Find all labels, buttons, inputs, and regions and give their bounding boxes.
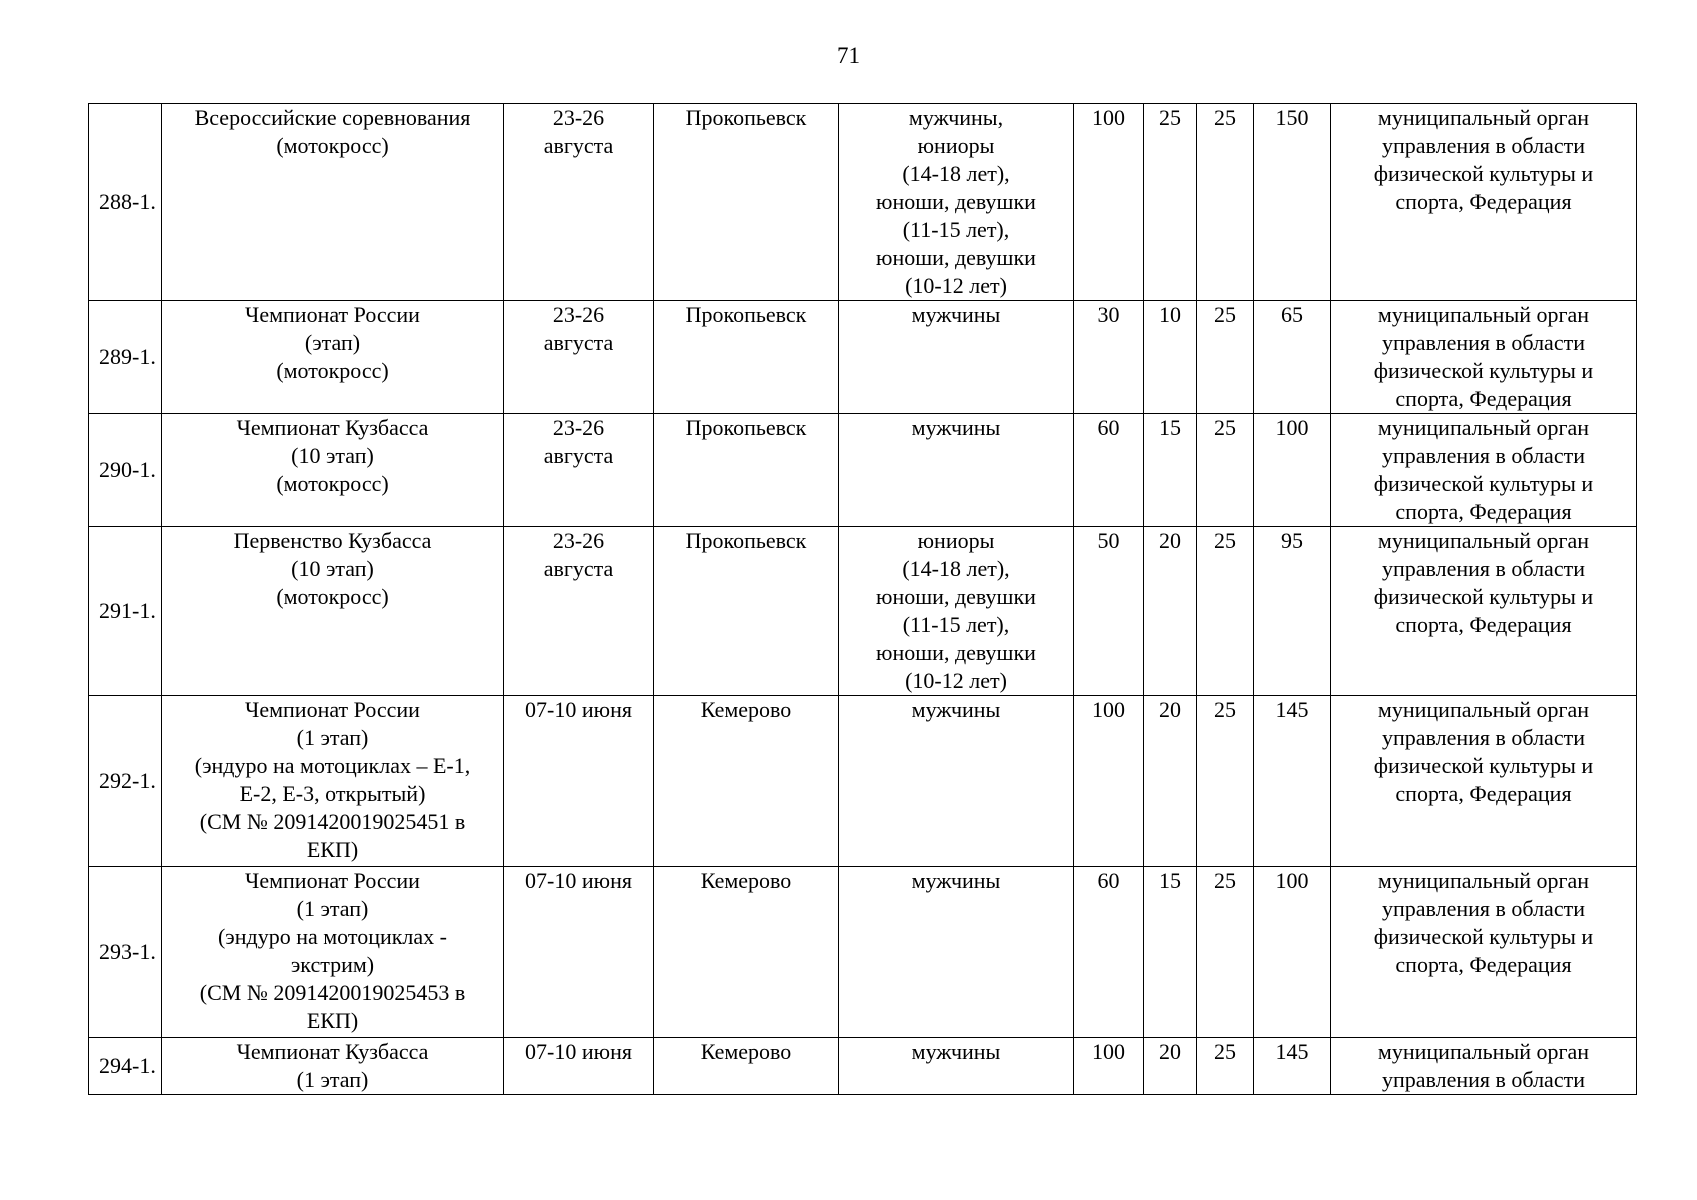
count-cell-3: 25	[1197, 527, 1254, 696]
table-row	[89, 414, 1637, 527]
count-cell-2: 15	[1144, 414, 1197, 527]
dates-cell: 07-10 июня	[504, 696, 654, 867]
total-cell: 150	[1254, 104, 1331, 301]
row-number-cell: 292-1.	[89, 696, 162, 867]
participants-cell: мужчины	[839, 414, 1074, 527]
table-row	[89, 104, 1637, 301]
event-name-cell: Чемпионат России (этап) (мотокросс)	[162, 301, 504, 414]
total-cell: 100	[1254, 414, 1331, 527]
event-name-cell: Чемпионат Кузбасса (10 этап) (мотокросс)	[162, 414, 504, 527]
participants-cell: мужчины	[839, 696, 1074, 867]
table-row	[89, 301, 1637, 414]
table-row	[89, 867, 1637, 1038]
table-row	[89, 1038, 1637, 1095]
participants-cell: юниоры (14-18 лет), юноши, девушки (11-15 лет), юноши, девушки (10-12 лет)	[839, 527, 1074, 696]
city-cell: Прокопьевск	[654, 104, 839, 301]
city-cell: Кемерово	[654, 1038, 839, 1095]
event-name-cell: Первенство Кузбасса (10 этап) (мотокросс)	[162, 527, 504, 696]
dates-cell: 23-26 августа	[504, 104, 654, 301]
count-cell-2: 10	[1144, 301, 1197, 414]
city-cell: Кемерово	[654, 696, 839, 867]
event-name-cell: Чемпионат России (1 этап) (эндуро на мотоциклах - экстрим) (СМ № 2091420019025453 в ЕКП)	[162, 867, 504, 1038]
count-cell-3: 25	[1197, 867, 1254, 1038]
event-name-cell: Всероссийские соревнования (мотокросс)	[162, 104, 504, 301]
city-cell: Прокопьевск	[654, 414, 839, 527]
count-cell-3: 25	[1197, 1038, 1254, 1095]
dates-cell: 23-26 августа	[504, 414, 654, 527]
total-cell: 65	[1254, 301, 1331, 414]
count-cell-3: 25	[1197, 301, 1254, 414]
count-cell-1: 50	[1074, 527, 1144, 696]
total-cell: 100	[1254, 867, 1331, 1038]
organizer-cell: муниципальный орган управления в области физической культуры и спорта, Федерация	[1331, 696, 1637, 867]
participants-cell: мужчины	[839, 301, 1074, 414]
participants-cell: мужчины, юниоры (14-18 лет), юноши, девушки (11-15 лет), юноши, девушки (10-12 лет)	[839, 104, 1074, 301]
events-table-body	[89, 104, 1637, 1095]
total-cell: 145	[1254, 1038, 1331, 1095]
organizer-cell: муниципальный орган управления в области физической культуры и спорта, Федерация	[1331, 527, 1637, 696]
city-cell: Прокопьевск	[654, 301, 839, 414]
organizer-cell: муниципальный орган управления в области физической культуры и спорта, Федерация	[1331, 301, 1637, 414]
total-cell: 95	[1254, 527, 1331, 696]
organizer-cell: муниципальный орган управления в области физической культуры и спорта, Федерация	[1331, 414, 1637, 527]
organizer-cell: муниципальный орган управления в области физической культуры и спорта, Федерация	[1331, 867, 1637, 1038]
total-cell: 145	[1254, 696, 1331, 867]
count-cell-2: 20	[1144, 1038, 1197, 1095]
count-cell-2: 25	[1144, 104, 1197, 301]
dates-cell: 07-10 июня	[504, 867, 654, 1038]
dates-cell: 23-26 августа	[504, 527, 654, 696]
count-cell-3: 25	[1197, 104, 1254, 301]
events-table	[88, 103, 1637, 1095]
row-number-cell: 288-1.	[89, 104, 162, 301]
count-cell-2: 20	[1144, 527, 1197, 696]
count-cell-3: 25	[1197, 414, 1254, 527]
count-cell-2: 20	[1144, 696, 1197, 867]
table-row	[89, 696, 1637, 867]
row-number-cell: 290-1.	[89, 414, 162, 527]
participants-cell: мужчины	[839, 1038, 1074, 1095]
row-number-cell: 291-1.	[89, 527, 162, 696]
count-cell-2: 15	[1144, 867, 1197, 1038]
count-cell-1: 30	[1074, 301, 1144, 414]
dates-cell: 07-10 июня	[504, 1038, 654, 1095]
count-cell-1: 100	[1074, 1038, 1144, 1095]
organizer-cell: муниципальный орган управления в области физической культуры и спорта, Федерация	[1331, 104, 1637, 301]
event-name-cell: Чемпионат России (1 этап) (эндуро на мотоциклах – Е-1, Е-2, Е-3, открытый) (СМ № 2091420019025451 в ЕКП)	[162, 696, 504, 867]
event-name-cell: Чемпионат Кузбасса (1 этап)	[162, 1038, 504, 1095]
participants-cell: мужчины	[839, 867, 1074, 1038]
count-cell-1: 100	[1074, 104, 1144, 301]
city-cell: Кемерово	[654, 867, 839, 1038]
organizer-cell: муниципальный орган управления в области	[1331, 1038, 1637, 1095]
city-cell: Прокопьевск	[654, 527, 839, 696]
count-cell-1: 100	[1074, 696, 1144, 867]
table-row	[89, 527, 1637, 696]
count-cell-3: 25	[1197, 696, 1254, 867]
count-cell-1: 60	[1074, 414, 1144, 527]
row-number-cell: 289-1.	[89, 301, 162, 414]
row-number-cell: 294-1.	[89, 1038, 162, 1095]
dates-cell: 23-26 августа	[504, 301, 654, 414]
page-number: 71	[837, 43, 860, 68]
count-cell-1: 60	[1074, 867, 1144, 1038]
row-number-cell: 293-1.	[89, 867, 162, 1038]
